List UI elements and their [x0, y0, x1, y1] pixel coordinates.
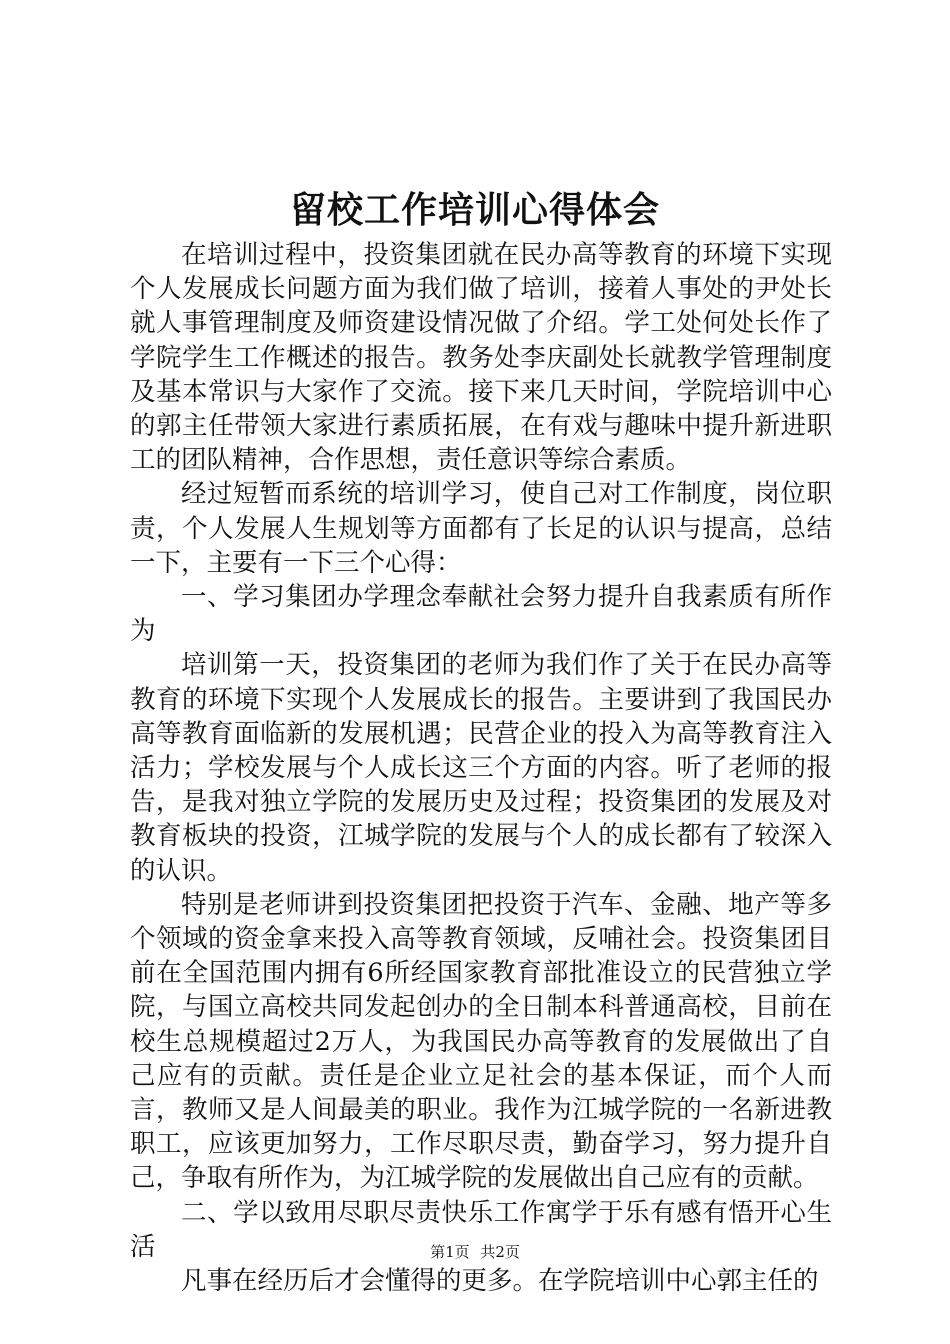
document-body	[130, 238, 832, 1298]
section-heading-1: 一、学习集团办学理念奉献社会努力提升自我素质有所作为	[130, 582, 832, 647]
paragraph-summary: 经过短暂而系统的培训学习，使自己对工作制度，岗位职责，个人发展人生规划等方面都有了长足的认识与提高，总结一下，主要有一下三个心得：	[130, 479, 832, 578]
paragraph-experience: 凡事在经历后才会懂得的更多。在学院培训中心郭主任的	[181, 1266, 819, 1297]
page-footer	[0, 1240, 950, 1264]
paragraph-day-one: 培训第一天，投资集团的老师为我们作了关于在民办高等教育的环境下实现个人发展成长的报告。主要讲到了我国民办高等教育面临新的发展机遇；民营企业的投入为高等教育注入活力；学校发展与个人成长这三个方面的内容。听了老师的报告，是我对独立学院的发展历史及过程；投资集团的发展及对教育板块的投资，江城学院的发展与个人的成长都有了较深入的认识。	[130, 650, 832, 886]
page-total: 共2页	[480, 1243, 520, 1261]
page-number: 第1页	[430, 1243, 470, 1261]
section-heading-2: 二、学以致用尽职尽责快乐工作寓学于乐有感有悟开心生活	[130, 1197, 832, 1262]
paragraph-intro: 在培训过程中，投资集团就在民办高等教育的环境下实现个人发展成长问题方面为我们做了培训，接着人事处的尹处长就人事管理制度及师资建设情况做了介绍。学工处何处长作了学院学生工作概述的报告。教务处李庆副处长就教学管理制度及基本常识与大家作了交流。接下来几天时间，学院培训中心的郭主任带领大家进行素质拓展，在有戏与趣味中提升新进职工的团队精神，合作思想，责任意识等综合素质。	[130, 240, 832, 476]
document-title: 留校工作培训心得体会	[289, 189, 660, 231]
paragraph-investment: 特别是老师讲到投资集团把投资于汽车、金融、地产等多个领域的资金拿来投入高等教育领域，反哺社会。投资集团目前在全国范围内拥有6所经国家教育部批准设立的民营独立学院，与国立高校共同发起创办的全日制本科普通高校，目前在校生总规模超过2万人，为我国民办高等教育的发展做出了自己应有的贡献。责任是企业立足社会的基本保证，而个人而言，教师又是人间最美的职业。我作为江城学院的一名新进教职工，应该更加努力，工作尽职尽责，勤奋学习，努力提升自己，争取有所作为，为江城学院的发展做出自己应有的贡献。	[130, 889, 832, 1194]
